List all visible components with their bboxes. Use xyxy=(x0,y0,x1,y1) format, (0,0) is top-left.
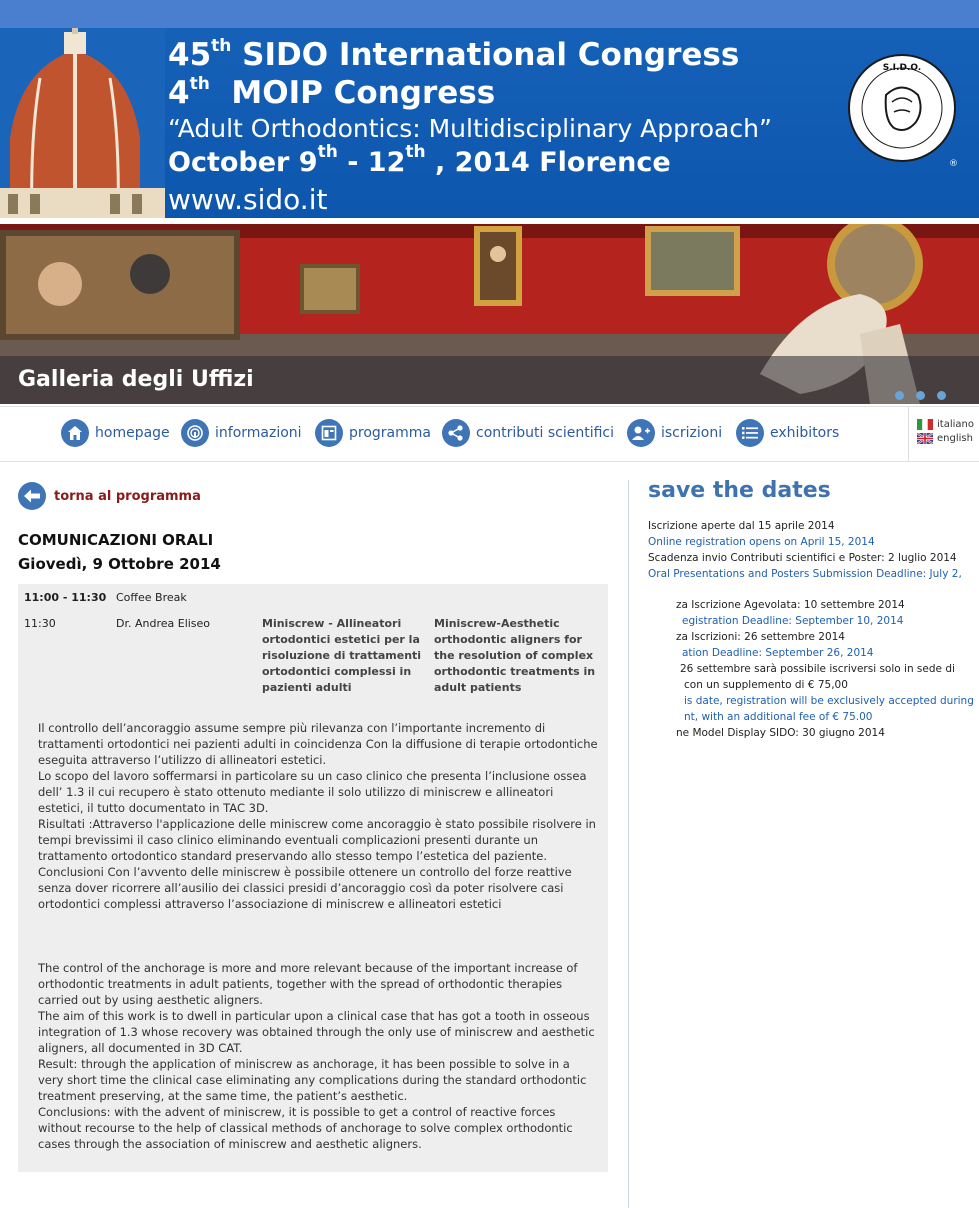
slider-dot[interactable] xyxy=(937,391,946,400)
row1-title: Coffee Break xyxy=(116,591,187,604)
abstract-paragraph: Result: through the application of miniscrew as anchorage, it has been possible to solve in a very short time the clinical case eliminating any complications during the standard orthodontic treatment preserving, at the same time, the patient’s aesthetic. xyxy=(38,1057,587,1103)
abstract-paragraph: Il controllo dell’ancoraggio assume sempre più rilevanza con l’importante incremento di trattamenti ortodontici nei pazienti adulti in coincidenza Con la diffusione di terapie ortodontiche eseguita attraverso l’utilizzo di allineatori estetici. xyxy=(38,721,598,767)
abstract-paragraph: The aim of this work is to dwell in particular upon a clinical case that has got a tooth in osseous integration of 1.3 whose recovery was obtained through the only use of miniscrew and aesthetic aligners, all documented in 3D CAT. xyxy=(38,1009,595,1055)
row1-time: 11:00 - 11:30 xyxy=(24,591,107,604)
abstract-paragraph: Conclusions: with the advent of miniscrew, it is possible to get a control of reactive forces without recourse to the help of classical methods of anchorage to solve complex orthodontic cases through the association of miniscrew and aesthetic aligners. xyxy=(38,1105,573,1151)
abstract-italian xyxy=(38,720,598,912)
nav-iscrizioni[interactable] xyxy=(627,417,722,449)
language-switcher xyxy=(908,407,979,461)
nav-exhibitors[interactable] xyxy=(736,417,839,449)
abstract-paragraph: Conclusioni Con l’avvento delle miniscrew è possibile ottenere un controllo del forze reattive senza dover ricorrere all’ausilio dei classici presidi d’ancoraggio così da poter risolvere casi ortodontici complessi attraverso l’associazione di miniscrew e allineatori estetici xyxy=(38,865,572,911)
add-user-icon xyxy=(627,419,655,447)
lang-italiano[interactable] xyxy=(917,419,974,430)
cathedral-dome-image xyxy=(0,28,165,218)
back-label: torna al programma xyxy=(54,488,201,504)
main-navigation xyxy=(0,406,979,462)
abstract-paragraph: The control of the anchorage is more and more relevant because of the important increase of orthodontic treatments in adult patients, together with the spread of orthodontic therapies carried out by using aesthetic aligners. xyxy=(38,961,578,1007)
lang-english[interactable] xyxy=(917,433,973,444)
header-banner xyxy=(0,28,979,218)
row2-time: 11:30 xyxy=(24,617,56,630)
nav-label: exhibitors xyxy=(770,425,840,441)
gallery-caption: Galleria degli Uffizi xyxy=(18,367,254,392)
date-item-link[interactable]: Oral Presentations and Posters Submission Deadline: July 2, xyxy=(648,568,962,580)
nav-informazioni[interactable] xyxy=(181,417,302,449)
nav-label: informazioni xyxy=(215,425,302,441)
arrow-left-icon xyxy=(18,482,46,510)
sido-seal-logo xyxy=(846,50,964,168)
date-item-link[interactable]: is date, registration will be exclusively accepted during xyxy=(684,695,974,707)
slider-dot[interactable] xyxy=(895,391,904,400)
date-item-link[interactable]: egistration Deadline: September 10, 2014 xyxy=(682,615,904,627)
home-icon xyxy=(61,419,89,447)
banner-line-1: 45th SIDO International Congress xyxy=(168,36,740,73)
abstract-paragraph: Risultati :Attraverso l'applicazione delle miniscrew come ancoraggio è stato possibile risolvere in tempi brevissimi il caso clinico eliminando eventuali complicazioni presenti durante un trattamento ortodontico standard preservando allo stesso tempo l’estetica del paziente. xyxy=(38,817,596,863)
save-the-dates-list xyxy=(628,518,979,748)
programme-icon xyxy=(315,419,343,447)
date-item-link[interactable]: Online registration opens on April 15, 2014 xyxy=(648,536,875,548)
program-panel xyxy=(18,584,608,1172)
banner-website: www.sido.it xyxy=(168,183,328,216)
italy-flag-icon xyxy=(917,419,933,430)
banner-text xyxy=(168,36,772,218)
nav-programma[interactable] xyxy=(315,417,431,449)
gallery-hero-image xyxy=(0,224,979,404)
row2-title-en: Miniscrew-Aesthetic orthodontic aligners for the resolution of complex orthodontic treatments in adult patients xyxy=(434,617,596,694)
date-item: 26 settembre sarà possibile iscriversi solo in sede di xyxy=(680,663,955,675)
date-item: con un supplemento di € 75,00 xyxy=(684,679,848,691)
slider-dot[interactable] xyxy=(916,391,925,400)
nav-homepage[interactable] xyxy=(61,417,170,449)
svg-text:®: ® xyxy=(949,159,958,168)
nav-label: homepage xyxy=(95,425,170,441)
nav-label: iscrizioni xyxy=(661,425,723,441)
lang-label: english xyxy=(937,433,973,444)
abstract-english xyxy=(38,960,598,1152)
top-bar xyxy=(0,0,979,28)
row2-speaker: Dr. Andrea Eliseo xyxy=(116,617,211,630)
banner-line-4: October 9th - 12th , 2014 Florence xyxy=(168,142,671,178)
banner-line-2: 4th MOIP Congress xyxy=(168,74,496,111)
nav-label: programma xyxy=(349,425,431,441)
date-item: Iscrizione aperte dal 15 aprile 2014 xyxy=(648,520,835,532)
svg-text:S.I.D.O.: S.I.D.O. xyxy=(882,63,922,73)
section-date: Giovedì, 9 Ottobre 2014 xyxy=(18,555,221,573)
slider-dots[interactable] xyxy=(895,385,958,404)
back-to-program-link[interactable] xyxy=(18,482,201,510)
info-icon xyxy=(181,419,209,447)
date-item: za Iscrizioni: 26 settembre 2014 xyxy=(676,631,845,643)
section-title: COMUNICAZIONI ORALI xyxy=(18,531,214,549)
banner-line-3: “Adult Orthodontics: Multidisciplinary Approach” xyxy=(168,114,772,143)
date-item: ne Model Display SIDO: 30 giugno 2014 xyxy=(676,727,885,739)
abstract-paragraph: Lo scopo del lavoro soffermarsi in particolare su un caso clinico che presenta l’inclusione ossea dell’ 1.3 il cui recupero è stato ottenuto mediante il solo utilizzo di miniscrew e allineatori estetici, il tutto documentato in TAC 3D. xyxy=(38,769,587,815)
row2-title-it: Miniscrew - Allineatori ortodontici estetici per la risoluzione di trattamenti ortodontici complessi in pazienti adulti xyxy=(262,617,422,694)
nav-label: contributi scientifici xyxy=(476,425,615,441)
sidebar-title: save the dates xyxy=(648,478,831,503)
date-item: za Iscrizione Agevolata: 10 settembre 2014 xyxy=(676,599,905,611)
nav-contributi-scientifici[interactable] xyxy=(442,417,614,449)
date-item: Scadenza invio Contributi scientifici e Poster: 2 luglio 2014 xyxy=(648,552,957,564)
date-item-link[interactable]: ation Deadline: September 26, 2014 xyxy=(682,647,874,659)
uk-flag-icon xyxy=(917,433,933,444)
date-item-link[interactable]: nt, with an additional fee of € 75.00 xyxy=(684,711,873,723)
lang-label: italiano xyxy=(937,419,974,430)
list-icon xyxy=(736,419,764,447)
share-icon xyxy=(442,419,470,447)
